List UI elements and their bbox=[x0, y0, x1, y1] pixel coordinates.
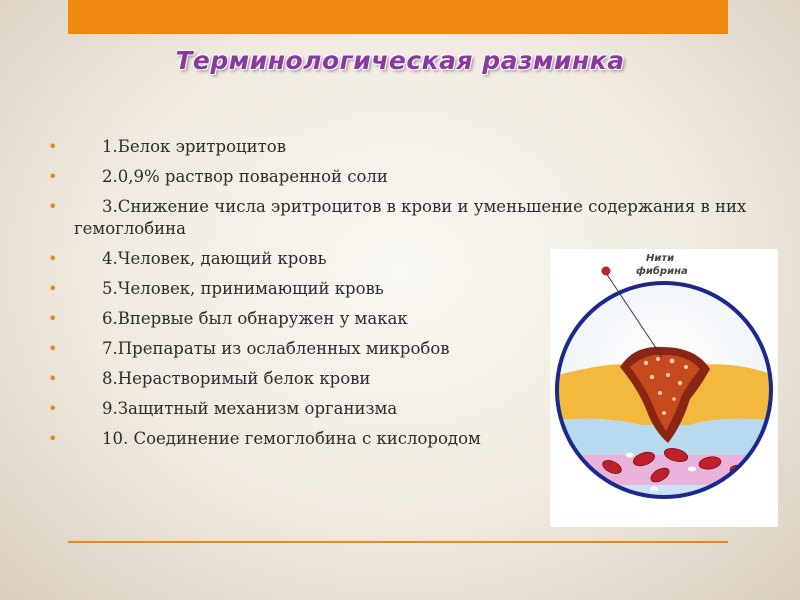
bullet-icon: • bbox=[48, 399, 58, 418]
figure-label-line2: фибрина bbox=[636, 266, 688, 277]
list-item-text: 2.0,9% раствор поваренной соли bbox=[102, 167, 388, 186]
list-item-text: 5.Человек, принимающий кровь bbox=[102, 279, 384, 298]
list-item-text: 10. Соединение гемоглобина с кислородом bbox=[102, 429, 481, 448]
fibrin-clot-diagram bbox=[550, 249, 778, 527]
pointer-dot bbox=[602, 267, 611, 276]
list-item-text: 3.Снижение числа эритроцитов в крови и уменьшение содержания в них гемоглобина bbox=[74, 197, 747, 238]
top-accent-bar bbox=[68, 0, 728, 34]
list-item-text: 9.Защитный механизм организма bbox=[102, 399, 398, 418]
list-item-text: 4.Человек, дающий кровь bbox=[102, 249, 327, 268]
bullet-icon: • bbox=[48, 249, 58, 268]
bullet-icon: • bbox=[48, 429, 58, 448]
bullet-icon: • bbox=[48, 339, 58, 358]
bullet-icon: • bbox=[48, 309, 58, 328]
list-item-text: 6.Впервые был обнаружен у макак bbox=[102, 309, 408, 328]
list-item bbox=[48, 136, 760, 158]
lower-layer bbox=[550, 485, 778, 527]
list-item-text: 8.Нерастворимый белок крови bbox=[102, 369, 371, 388]
bullet-icon: • bbox=[48, 137, 58, 156]
slide-title: Терминологическая разминка bbox=[175, 46, 625, 75]
bullet-icon: • bbox=[48, 167, 58, 186]
figure-label-line1: Нити bbox=[646, 253, 675, 264]
blood-clot-illustration bbox=[550, 249, 778, 527]
bottom-accent-line bbox=[68, 541, 728, 543]
list-item bbox=[48, 196, 760, 240]
bullet-icon: • bbox=[48, 279, 58, 298]
list-item-text: 1.Белок эритроцитов bbox=[102, 137, 286, 156]
bullet-icon: • bbox=[48, 369, 58, 388]
list-item-text: 7.Препараты из ослабленных микробов bbox=[102, 339, 450, 358]
bullet-icon: • bbox=[48, 197, 58, 216]
list-item bbox=[48, 166, 760, 188]
